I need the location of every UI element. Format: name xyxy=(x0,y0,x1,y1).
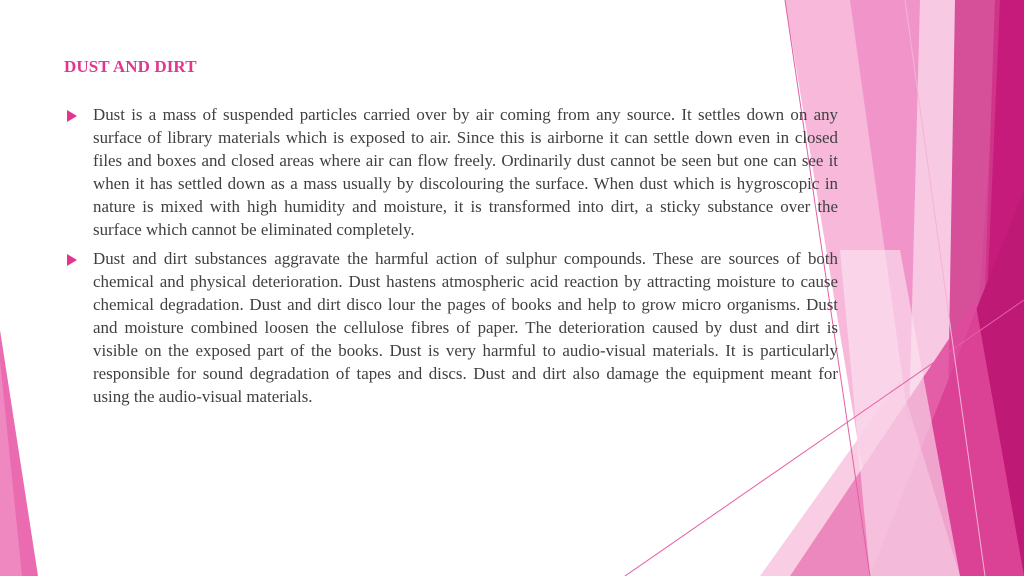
bullet-list xyxy=(66,103,838,413)
triangle-bullet-icon xyxy=(67,254,77,266)
bullet-item xyxy=(66,103,838,242)
triangle-bullet-icon xyxy=(67,110,77,122)
bullet-item xyxy=(66,247,838,409)
slide-title: DUST AND DIRT xyxy=(64,57,197,76)
bullet-text: Dust and dirt substances aggravate the harmful action of sulphur compounds. These are sources of both chemical and physical deterioration. Dust hastens atmospheric acid reaction by attracting moisture to cause chemical degradation. Dust and dirt disco lour the pages of books and help to grow micro organisms. Dust and moisture combined loosen the cellulose fibres of paper. The deterioration caused by dust and dirt is visible on the exposed part of the books. Dust is very harmful to audio-visual materials. It is particularly responsible for sound degradation of tapes and discs. Dust and dirt also damage the equipment meant for using the audio-visual materials. xyxy=(93,248,838,407)
bullet-text: Dust is a mass of suspended particles carried over by air coming from any source. It settles down on any surface of library materials which is exposed to air. Since this is airborne it can settle down even in closed files and boxes and closed areas where air can flow freely. Ordinarily dust cannot be seen but one can see it when it has settled down as a mass usually by discolouring the surface. When dust which is hygroscopic in nature is mixed with high humidity and moisture, it is transformed into dirt, a sticky substance over the surface which cannot be eliminated completely. xyxy=(93,105,838,240)
